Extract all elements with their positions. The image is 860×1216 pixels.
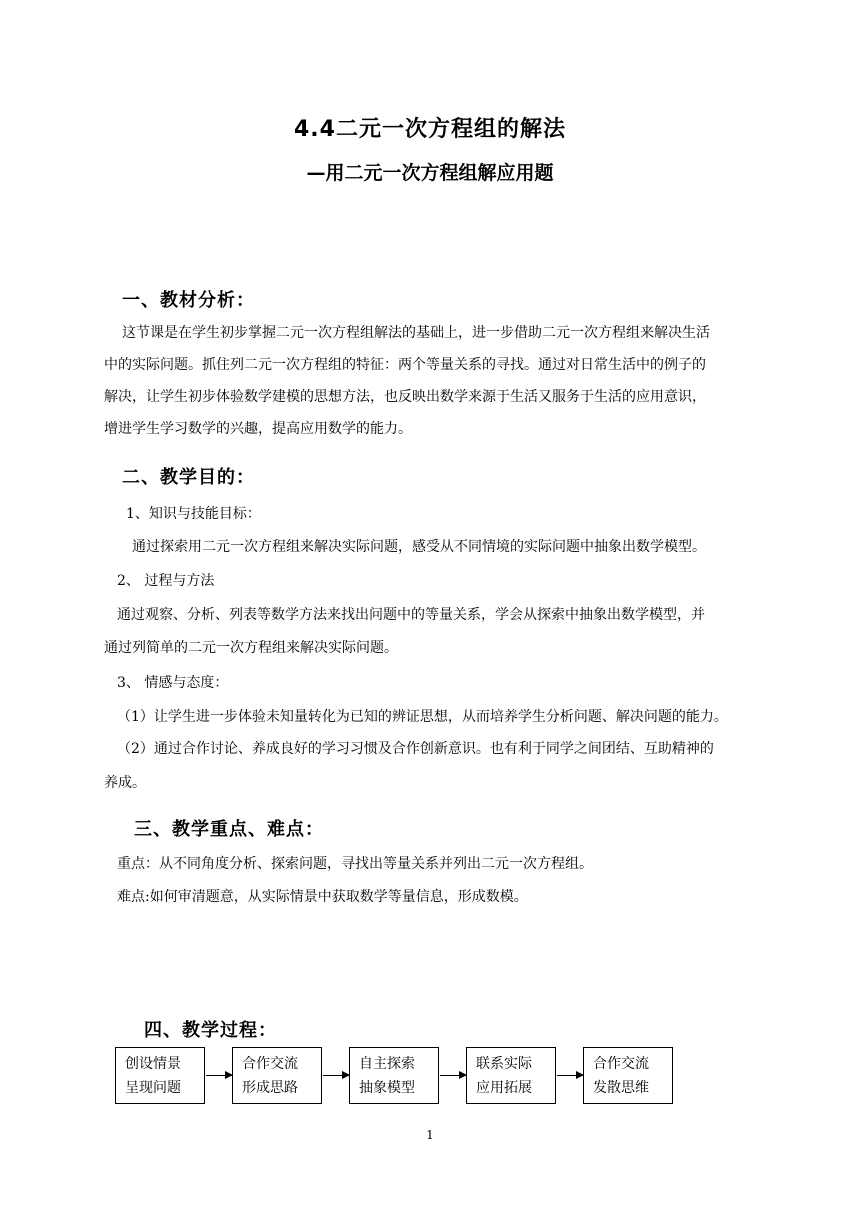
flow-step-5-line-1: 合作交流 [593,1056,649,1072]
flow-step-2 [232,1047,322,1104]
analysis-line-3: 解决，让学生初步体验数学建模的思想方法，也反映出数学来源于生活又服务于生活的应用意识， [104,389,706,405]
section-heading-analysis: 一、教材分析： [122,290,255,311]
key-point-text: 重点：从不同角度分析、探索问题，寻找出等量关系并列出二元一次方程组。 [117,856,593,872]
analysis-line-1: 这节课是在学生初步掌握二元一次方程组解法的基础上，进一步借助二元一次方程组来解决生活 [122,325,710,341]
objective-2-line-2: 通过列简单的二元一次方程组来解决实际问题。 [104,640,398,656]
objective-3-title: 3、 情感与态度： [117,675,229,691]
flow-step-3 [349,1047,439,1104]
section-heading-objectives: 二、教学目的： [122,467,255,488]
objective-2-line-1: 通过观察、分析、列表等数学方法来找出问题中的等量关系，学会从探索中抽象出数学模型，并 [117,607,705,623]
flow-step-3-line-2: 抽象模型 [359,1080,415,1096]
flow-step-1-line-1: 创设情景 [125,1056,181,1072]
flow-step-3-line-1: 自主探索 [359,1056,415,1072]
flow-step-4-line-2: 应用拓展 [476,1080,532,1096]
flow-step-4 [466,1047,556,1104]
flow-step-1-line-2: 呈现问题 [125,1080,181,1096]
section-heading-process: 四、教学过程： [144,1020,277,1041]
objective-3-p2-line-1: （2）通过合作讨论、养成良好的学习习惯及合作创新意识。也有利于同学之间团结、互助精神的 [117,741,714,757]
page-number: 1 [426,1128,434,1142]
analysis-line-4: 增进学生学习数学的兴趣，提高应用数学的能力。 [104,421,412,437]
flow-step-2-line-1: 合作交流 [242,1056,298,1072]
section-heading-keypoints: 三、教学重点、难点： [134,819,324,840]
objective-1-title: 1、知识与技能目标： [126,506,261,522]
flow-arrow-4 [557,1075,583,1076]
flow-step-4-line-1: 联系实际 [476,1056,532,1072]
flow-arrow-2 [323,1075,349,1076]
flow-arrow-1 [206,1075,232,1076]
difficulty-text: 难点:如何审清题意，从实际情景中获取数学等量信息，形成数模。 [117,889,528,905]
objective-1-text: 通过探索用二元一次方程组来解决实际问题，感受从不同情境的实际问题中抽象出数学模型。 [132,539,706,555]
objective-3-p1: （1）让学生进一步体验未知量转化为已知的辨证思想，从而培养学生分析问题、解决问题的能力。 [117,709,728,725]
objective-3-p2-line-2: 养成。 [104,775,146,791]
document-title: 4.4二元一次方程组的解法 [294,117,566,142]
flow-step-5 [583,1047,673,1104]
analysis-line-2: 中的实际问题。抓住列二元一次方程组的特征：两个等量关系的寻找。通过对日常生活中的例子的 [104,357,706,373]
flow-step-1 [115,1047,205,1104]
flow-step-2-line-2: 形成思路 [242,1080,298,1096]
objective-2-title: 2、 过程与方法 [117,573,215,589]
document-subtitle: —用二元一次方程组解应用题 [306,162,554,184]
flow-arrow-3 [440,1075,466,1076]
flow-step-5-line-2: 发散思维 [593,1080,649,1096]
